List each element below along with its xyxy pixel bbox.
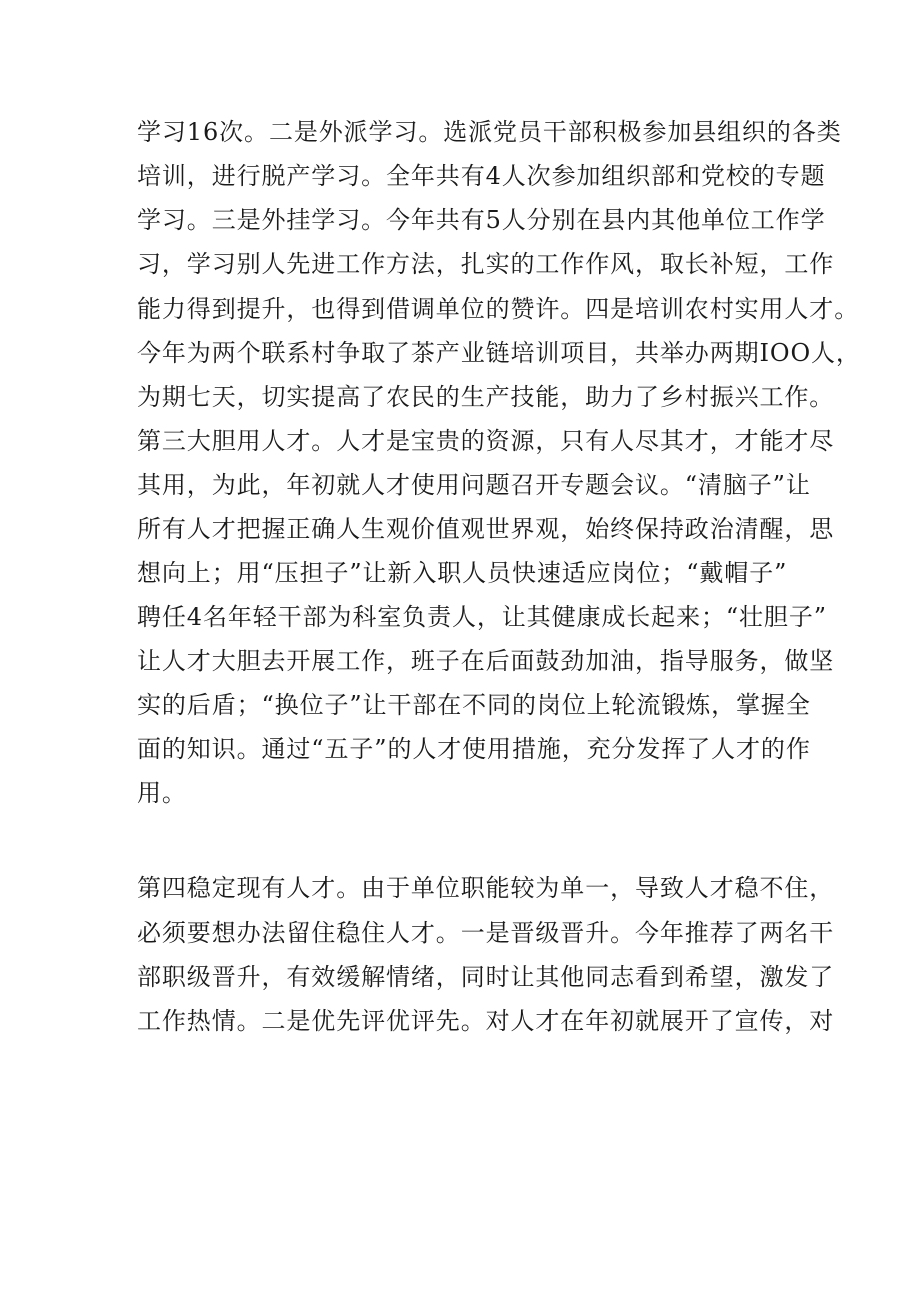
- body-text-line: 想向上；用“压担子”让新入职人员快速适应岗位；“戴帽子”: [137, 559, 788, 587]
- body-text-line: 聘任4名年轻干部为科室负责人，让其健康成长起来；“壮胆子”: [137, 603, 827, 631]
- body-text-line: 其用，为此，年初就人才使用问题召开专题会议。“清脑子”让: [137, 471, 811, 499]
- body-text-line: 面的知识。通过“五子”的人才使用措施，充分发挥了人才的作: [137, 735, 811, 763]
- body-text-line: 第三大胆用人才。人才是宝贵的资源，只有人尽其才，才能才尽: [137, 427, 835, 455]
- body-text-line: 所有人才把握正确人生观价值观世界观，始终保持政治清醒，思: [137, 515, 835, 543]
- body-text-line: 为期七天，切实提高了农民的生产技能，助力了乡村振兴工作。: [137, 383, 835, 411]
- body-text-line: 学习。三是外挂学习。今年共有5人分别在县内其他单位工作学: [137, 206, 826, 234]
- body-text-line: 部职级晋升，有效缓解情绪，同时让其他同志看到希望，激发了: [137, 963, 835, 991]
- body-text-line: 用。: [137, 779, 187, 807]
- body-text-line: 实的后盾；“换位子”让干部在不同的岗位上轮流锻炼，掌握全: [137, 691, 811, 719]
- body-text-line: 今年为两个联系村争取了茶产业链培训项目，共举办两期IOO人，: [137, 339, 861, 367]
- body-text-line: 培训，进行脱产学习。全年共有4人次参加组织部和党校的专题: [137, 162, 826, 190]
- body-text-line: 能力得到提升，也得到借调单位的赞许。四是培训农村实用人才。: [137, 295, 860, 323]
- body-text-line: 工作热情。二是优先评优评先。对人才在年初就展开了宣传，对: [137, 1007, 835, 1035]
- body-text-line: 必须要想办法留住稳住人才。一是晋级晋升。今年推荐了两名干: [137, 919, 835, 947]
- body-text-line: 让人才大胆去开展工作，班子在后面鼓劲加油，指导服务，做坚: [137, 647, 835, 675]
- body-text-line: 第四稳定现有人才。由于单位职能较为单一，导致人才稳不住，: [137, 874, 835, 902]
- body-text-line: 学习16次。二是外派学习。选派党员干部积极参加县组织的各类: [137, 118, 842, 146]
- body-text-line: 习，学习别人先进工作方法，扎实的工作作风，取长补短，工作: [137, 250, 835, 278]
